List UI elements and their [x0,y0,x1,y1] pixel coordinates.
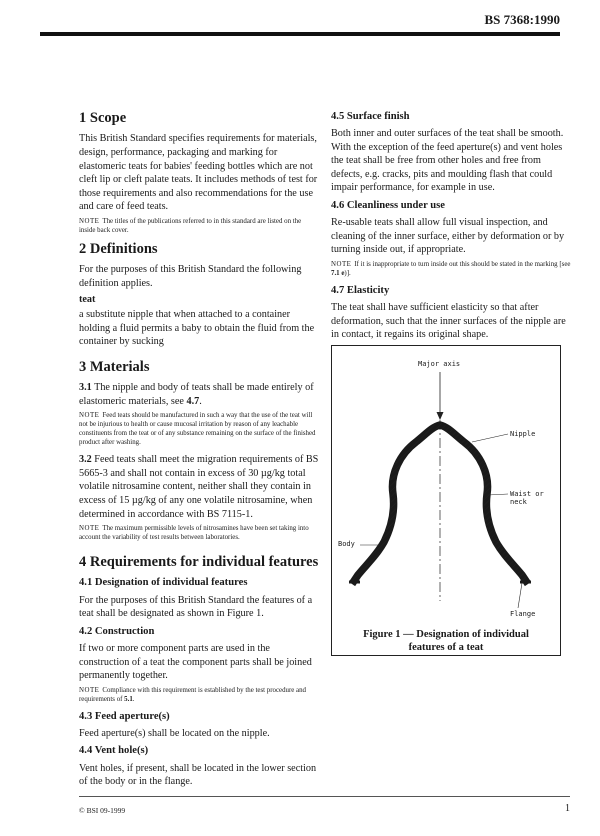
clause-4-4-text: Vent holes, if present, shall be located in the lower section of the body or in the flange. [79,762,317,788]
clause-4-6-note [331,261,571,279]
footer-rule [79,796,570,797]
figure-caption-line: features of a teat [408,642,484,654]
definitions-text: For the purposes of this British Standard the following definition applies. [79,264,302,289]
clause-4-2-text: If two or more component parts are used in the construction of a teat the component parts shall be joined permanently together. [79,643,312,682]
scope-text: This British Standard specifies requirements for materials, design, performance, packaging and marking for elastomeric teats for babies' feeding bottles which are not cleft lip or cleft palate teats. It includes methods of test for those requirements and also recommendations for the use and care of feed teats. [79,133,318,213]
clause-3-1 [79,381,319,408]
clause-4-5-heading: 4.5 Surface finish [331,111,410,122]
note-text: The maximum permissible levels of nitrosamines have been set taking into account the variability of test results between laboratories. [79,525,309,542]
definition-term: teat [79,294,96,306]
figure-1 [331,345,561,656]
nipple-leader [472,434,508,442]
materials-heading: 3 Materials [79,358,150,375]
note-text: Feed teats should be manufactured in such a way that the use of the teat will not be injurious to health or cause mucosal irritation by reason of any leachable constituents from the teat or of any substance remaining on the surface of the finished product after washing. [79,412,316,447]
note-text: Compliance with this requirement is established by the test procedure and requirements of [79,686,306,703]
figure-caption-line: Figure 1 — Designation of individual [363,629,529,640]
flange-label: Flange [510,610,536,618]
clause-reference: 4.7 [186,395,200,407]
axis-arrowhead [437,412,444,420]
clause-3-2-note [79,525,319,543]
note-label: NOTE [331,260,352,268]
page-number: 1 [565,803,570,814]
clause-text: The nipple and body of teats shall be made entirely of elastomeric materials, see [79,382,314,407]
figure-caption [332,628,560,654]
clause-4-1-text: For the purposes of this British Standard the features of a teat shall be designated as shown in Figure 1. [79,594,313,620]
clause-4-1-heading: 4.1 Designation of individual features [79,577,248,589]
requirements-heading: 4 Requirements for individual features [79,554,319,571]
clause-4-4-heading: 4.4 Vent hole(s) [79,745,149,757]
clause-4-2-note [79,687,319,705]
definitions-heading: 2 Definitions [79,240,158,257]
right-column [331,110,571,346]
clause-4-5-text: Both inner and outer surfaces of the teat shall be smooth. With the exception of the feed aperture(s) and vent holes the teat shall be free from other holes and free from defects, e.g. cracks, pits and moulding flash that could impair performance, for example in use. [331,128,564,194]
clause-3-1-note [79,412,319,448]
note-reference: 7.1 e [331,269,345,277]
body-label: Body [338,540,355,548]
clause-4-2-heading: 4.2 Construction [79,625,155,637]
nipple-label: Nipple [510,430,536,438]
copyright-notice: © BSI 09-1999 [79,806,126,815]
flange-leader [518,583,522,608]
waist-leader [488,494,508,495]
note-text: If it is inappropriate to turn inside out this should be stated in the marking [see [354,260,571,268]
definition-text: a substitute nipple that when attached to a container holding a fluid permits a baby to obtain the fluid from the container by sucking [79,309,315,348]
note-reference: 5.1 [124,695,133,703]
note-label: NOTE [79,217,100,225]
note-end: )]. [344,269,351,277]
note-text: The titles of the publications referred to in this standard are listed on the inside back cover. [79,217,302,234]
clause-4-3-text: Feed aperture(s) shall be located on the nipple. [79,727,270,739]
clause-4-3-heading: 4.3 Feed aperture(s) [79,710,170,722]
note-label: NOTE [79,686,100,694]
note-label: NOTE [79,525,100,533]
clause-4-6-heading: 4.6 Cleanliness under use [331,200,446,212]
clause-text: Feed teats shall meet the migration requirements of BS 5665-3 and shall not contain in excess of 30 µg/kg total volatile nitrosamine content, neither shall they contain in excess of 15 µg/kg of any one volatile nitrosamine, when determined in accordance with BS 7115-1. [79,454,319,520]
scope-note [79,218,319,236]
clause-4-6-text: Re-usable teats shall allow full visual inspection, and cleaning of the inner surface, either by deformation or by turning inside out, if appropriate. [331,217,565,256]
waist-label: Waist or neck [510,490,544,506]
major-axis-label: Major axis [418,360,461,368]
scope-heading: 1 Scope [79,110,127,126]
note-label: NOTE [79,412,100,420]
clause-4-7-text: The teat shall have sufficient elasticity so that after deformation, such that the inner surfaces of the nipple are in contact, it regains its original shape. [331,302,566,341]
note-end: . [132,695,135,703]
clause-number: 3.1 [79,382,92,394]
clause-4-7-heading: 4.7 Elasticity [331,284,390,296]
document-code: BS 7368:1990 [484,12,560,27]
header-rule [40,32,560,36]
left-column [79,110,319,793]
clause-3-2 [79,453,319,521]
clause-number: 3.2 [79,454,92,466]
clause-end: . [199,395,202,407]
